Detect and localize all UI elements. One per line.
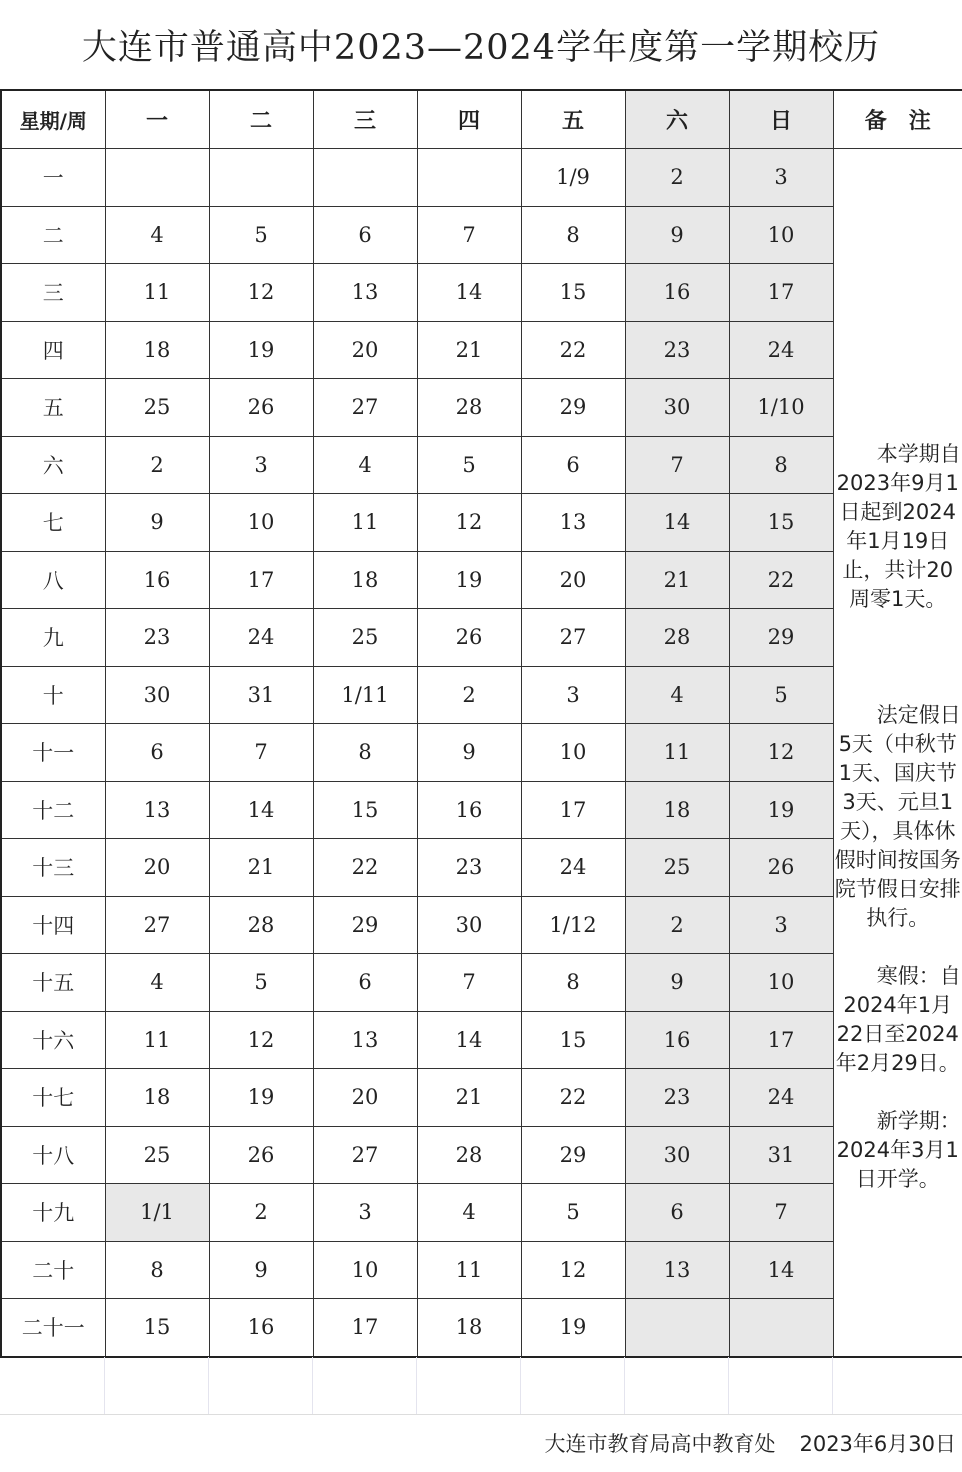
day-cell: 28 (625, 609, 729, 667)
day-cell: 18 (105, 1069, 209, 1127)
week-number: 十五 (1, 954, 105, 1012)
day-cell (313, 149, 417, 207)
day-cell: 17 (209, 551, 313, 609)
day-cell: 6 (313, 206, 417, 264)
day-header: 五 (521, 90, 625, 149)
day-cell: 29 (729, 609, 833, 667)
day-cell: 30 (105, 666, 209, 724)
day-cell: 1/11 (313, 666, 417, 724)
day-cell (105, 149, 209, 207)
week-row (1, 1241, 962, 1299)
day-cell (729, 1299, 833, 1357)
week-number: 七 (1, 494, 105, 552)
day-cell: 9 (209, 1241, 313, 1299)
day-cell: 15 (313, 781, 417, 839)
week-row (1, 839, 962, 897)
day-cell: 23 (625, 321, 729, 379)
note-winter: 寒假：自2024年1月22日至2024年2月29日。 (835, 964, 961, 1076)
day-cell: 1/1 (105, 1184, 209, 1242)
day-header: 四 (417, 90, 521, 149)
day-cell: 21 (625, 551, 729, 609)
day-cell: 10 (729, 206, 833, 264)
day-cell: 29 (313, 896, 417, 954)
day-cell: 31 (209, 666, 313, 724)
week-row (1, 666, 962, 724)
day-cell: 11 (417, 1241, 521, 1299)
week-number: 六 (1, 436, 105, 494)
day-cell: 12 (729, 724, 833, 782)
day-cell: 25 (313, 609, 417, 667)
day-cell: 7 (417, 954, 521, 1012)
day-cell: 17 (729, 1011, 833, 1069)
day-cell: 24 (209, 609, 313, 667)
week-row (1, 321, 962, 379)
week-row (1, 206, 962, 264)
day-cell: 8 (729, 436, 833, 494)
week-number: 十九 (1, 1184, 105, 1242)
footer-date: 2023年6月30日 (799, 1432, 956, 1456)
day-cell: 22 (521, 321, 625, 379)
day-cell: 2 (209, 1184, 313, 1242)
day-cell: 9 (105, 494, 209, 552)
week-number: 十 (1, 666, 105, 724)
day-cell: 25 (105, 379, 209, 437)
week-row (1, 551, 962, 609)
day-cell: 15 (521, 1011, 625, 1069)
day-cell: 13 (521, 494, 625, 552)
week-row (1, 954, 962, 1012)
day-cell: 23 (625, 1069, 729, 1127)
day-cell: 10 (209, 494, 313, 552)
day-cell: 6 (625, 1184, 729, 1242)
week-row (1, 1011, 962, 1069)
week-number: 十七 (1, 1069, 105, 1127)
day-cell: 24 (729, 1069, 833, 1127)
day-cell: 16 (417, 781, 521, 839)
week-row (1, 1126, 962, 1184)
day-cell: 24 (729, 321, 833, 379)
day-cell: 3 (521, 666, 625, 724)
day-cell: 28 (417, 379, 521, 437)
day-cell: 1/10 (729, 379, 833, 437)
week-row (1, 1069, 962, 1127)
day-cell: 21 (417, 321, 521, 379)
day-cell: 15 (729, 494, 833, 552)
week-number: 三 (1, 264, 105, 322)
day-cell: 5 (521, 1184, 625, 1242)
day-cell: 8 (313, 724, 417, 782)
day-cell: 6 (105, 724, 209, 782)
day-cell: 8 (105, 1241, 209, 1299)
day-cell: 10 (313, 1241, 417, 1299)
day-cell: 11 (625, 724, 729, 782)
day-cell: 15 (105, 1299, 209, 1357)
day-cell: 3 (313, 1184, 417, 1242)
day-cell: 22 (313, 839, 417, 897)
week-number: 二十 (1, 1241, 105, 1299)
day-cell: 21 (417, 1069, 521, 1127)
week-number: 九 (1, 609, 105, 667)
footer-org: 大连市教育局高中教育处 (544, 1432, 776, 1456)
week-number: 十二 (1, 781, 105, 839)
day-cell: 21 (209, 839, 313, 897)
day-cell: 2 (625, 896, 729, 954)
day-cell: 20 (521, 551, 625, 609)
day-cell: 10 (521, 724, 625, 782)
day-cell: 16 (209, 1299, 313, 1357)
day-cell: 27 (313, 1126, 417, 1184)
week-number: 四 (1, 321, 105, 379)
week-row (1, 379, 962, 437)
day-cell: 2 (105, 436, 209, 494)
day-cell: 7 (417, 206, 521, 264)
day-cell: 16 (625, 1011, 729, 1069)
week-number: 二 (1, 206, 105, 264)
day-cell: 13 (105, 781, 209, 839)
day-header-saturday: 六 (625, 90, 729, 149)
day-cell: 4 (313, 436, 417, 494)
day-cell: 16 (625, 264, 729, 322)
day-cell: 19 (209, 1069, 313, 1127)
day-cell: 5 (209, 206, 313, 264)
day-cell: 18 (417, 1299, 521, 1357)
day-header-sunday: 日 (729, 90, 833, 149)
day-cell: 9 (417, 724, 521, 782)
day-cell (209, 149, 313, 207)
day-cell: 13 (313, 264, 417, 322)
day-cell: 13 (625, 1241, 729, 1299)
day-cell: 1/9 (521, 149, 625, 207)
calendar-table (0, 89, 962, 1358)
day-cell: 17 (729, 264, 833, 322)
day-cell: 7 (209, 724, 313, 782)
day-cell: 30 (417, 896, 521, 954)
day-cell: 27 (313, 379, 417, 437)
day-cell: 23 (417, 839, 521, 897)
day-cell: 10 (729, 954, 833, 1012)
day-cell: 26 (729, 839, 833, 897)
week-number: 十六 (1, 1011, 105, 1069)
day-cell: 28 (417, 1126, 521, 1184)
day-cell (417, 149, 521, 207)
day-cell: 30 (625, 1126, 729, 1184)
day-cell: 22 (521, 1069, 625, 1127)
week-number: 二十一 (1, 1299, 105, 1357)
day-cell: 19 (729, 781, 833, 839)
day-cell: 2 (625, 149, 729, 207)
day-cell: 12 (209, 1011, 313, 1069)
day-header: 三 (313, 90, 417, 149)
week-row (1, 724, 962, 782)
day-cell: 5 (417, 436, 521, 494)
day-cell: 29 (521, 1126, 625, 1184)
note-term: 本学期自2023年9月1日起到2024年1月19日止，共计20周零1天。 (836, 442, 961, 612)
day-cell: 12 (417, 494, 521, 552)
day-cell: 25 (625, 839, 729, 897)
week-number: 十三 (1, 839, 105, 897)
day-cell: 26 (209, 379, 313, 437)
week-row (1, 149, 962, 207)
day-cell: 13 (313, 1011, 417, 1069)
day-cell: 20 (313, 1069, 417, 1127)
day-cell (625, 1299, 729, 1357)
day-header: 一 (105, 90, 209, 149)
day-cell: 5 (209, 954, 313, 1012)
week-number: 五 (1, 379, 105, 437)
day-cell: 9 (625, 954, 729, 1012)
day-cell: 11 (105, 264, 209, 322)
day-cell: 14 (729, 1241, 833, 1299)
notes-cell (833, 149, 962, 1357)
day-cell: 8 (521, 206, 625, 264)
page-title: 大连市普通高中2023—2024学年度第一学期校历 (81, 28, 881, 68)
day-cell: 27 (521, 609, 625, 667)
corner-header: 星期/周 (1, 90, 105, 149)
footer (544, 1418, 956, 1468)
day-cell: 27 (105, 896, 209, 954)
day-cell: 24 (521, 839, 625, 897)
week-row (1, 609, 962, 667)
day-cell: 14 (209, 781, 313, 839)
day-cell: 26 (417, 609, 521, 667)
week-row (1, 494, 962, 552)
week-row (1, 1184, 962, 1242)
note-holidays: 法定假日5天（中秋节1天、国庆节3天、元旦1天），具体休假时间按国务院节假日安排执行。 (834, 703, 961, 931)
day-cell: 19 (417, 551, 521, 609)
day-cell: 3 (209, 436, 313, 494)
day-cell: 26 (209, 1126, 313, 1184)
day-cell: 3 (729, 896, 833, 954)
day-cell: 18 (625, 781, 729, 839)
week-row (1, 264, 962, 322)
week-number: 十八 (1, 1126, 105, 1184)
week-number: 十四 (1, 896, 105, 954)
day-header: 二 (209, 90, 313, 149)
day-cell: 7 (729, 1184, 833, 1242)
week-number: 一 (1, 149, 105, 207)
day-cell: 17 (313, 1299, 417, 1357)
day-cell: 5 (729, 666, 833, 724)
week-number: 十一 (1, 724, 105, 782)
day-cell: 4 (625, 666, 729, 724)
day-cell: 19 (521, 1299, 625, 1357)
day-cell: 6 (313, 954, 417, 1012)
day-cell: 15 (521, 264, 625, 322)
day-cell: 12 (521, 1241, 625, 1299)
day-cell: 31 (729, 1126, 833, 1184)
week-row (1, 781, 962, 839)
day-cell: 30 (625, 379, 729, 437)
day-cell: 14 (417, 1011, 521, 1069)
day-cell: 4 (417, 1184, 521, 1242)
day-cell: 11 (105, 1011, 209, 1069)
week-row (1, 436, 962, 494)
day-cell: 11 (313, 494, 417, 552)
day-cell: 2 (417, 666, 521, 724)
day-cell: 14 (417, 264, 521, 322)
day-cell: 14 (625, 494, 729, 552)
week-number: 八 (1, 551, 105, 609)
grid-guides (0, 1357, 962, 1414)
day-cell: 3 (729, 149, 833, 207)
day-cell: 4 (105, 206, 209, 264)
day-cell: 29 (521, 379, 625, 437)
day-cell: 6 (521, 436, 625, 494)
day-cell: 17 (521, 781, 625, 839)
day-cell: 4 (105, 954, 209, 1012)
note-new-term: 新学期：2024年3月1日开学。 (836, 1109, 961, 1192)
day-cell: 19 (209, 321, 313, 379)
guide-line (0, 1414, 962, 1415)
day-cell: 28 (209, 896, 313, 954)
day-cell: 7 (625, 436, 729, 494)
day-cell: 9 (625, 206, 729, 264)
day-cell: 18 (105, 321, 209, 379)
day-cell: 16 (105, 551, 209, 609)
day-cell: 12 (209, 264, 313, 322)
week-row (1, 1299, 962, 1357)
header-row (1, 90, 962, 149)
day-cell: 18 (313, 551, 417, 609)
day-cell: 8 (521, 954, 625, 1012)
day-cell: 23 (105, 609, 209, 667)
day-cell: 20 (105, 839, 209, 897)
week-row (1, 896, 962, 954)
day-cell: 22 (729, 551, 833, 609)
day-cell: 20 (313, 321, 417, 379)
day-cell: 1/12 (521, 896, 625, 954)
day-cell: 25 (105, 1126, 209, 1184)
notes-header: 备 注 (833, 90, 962, 149)
